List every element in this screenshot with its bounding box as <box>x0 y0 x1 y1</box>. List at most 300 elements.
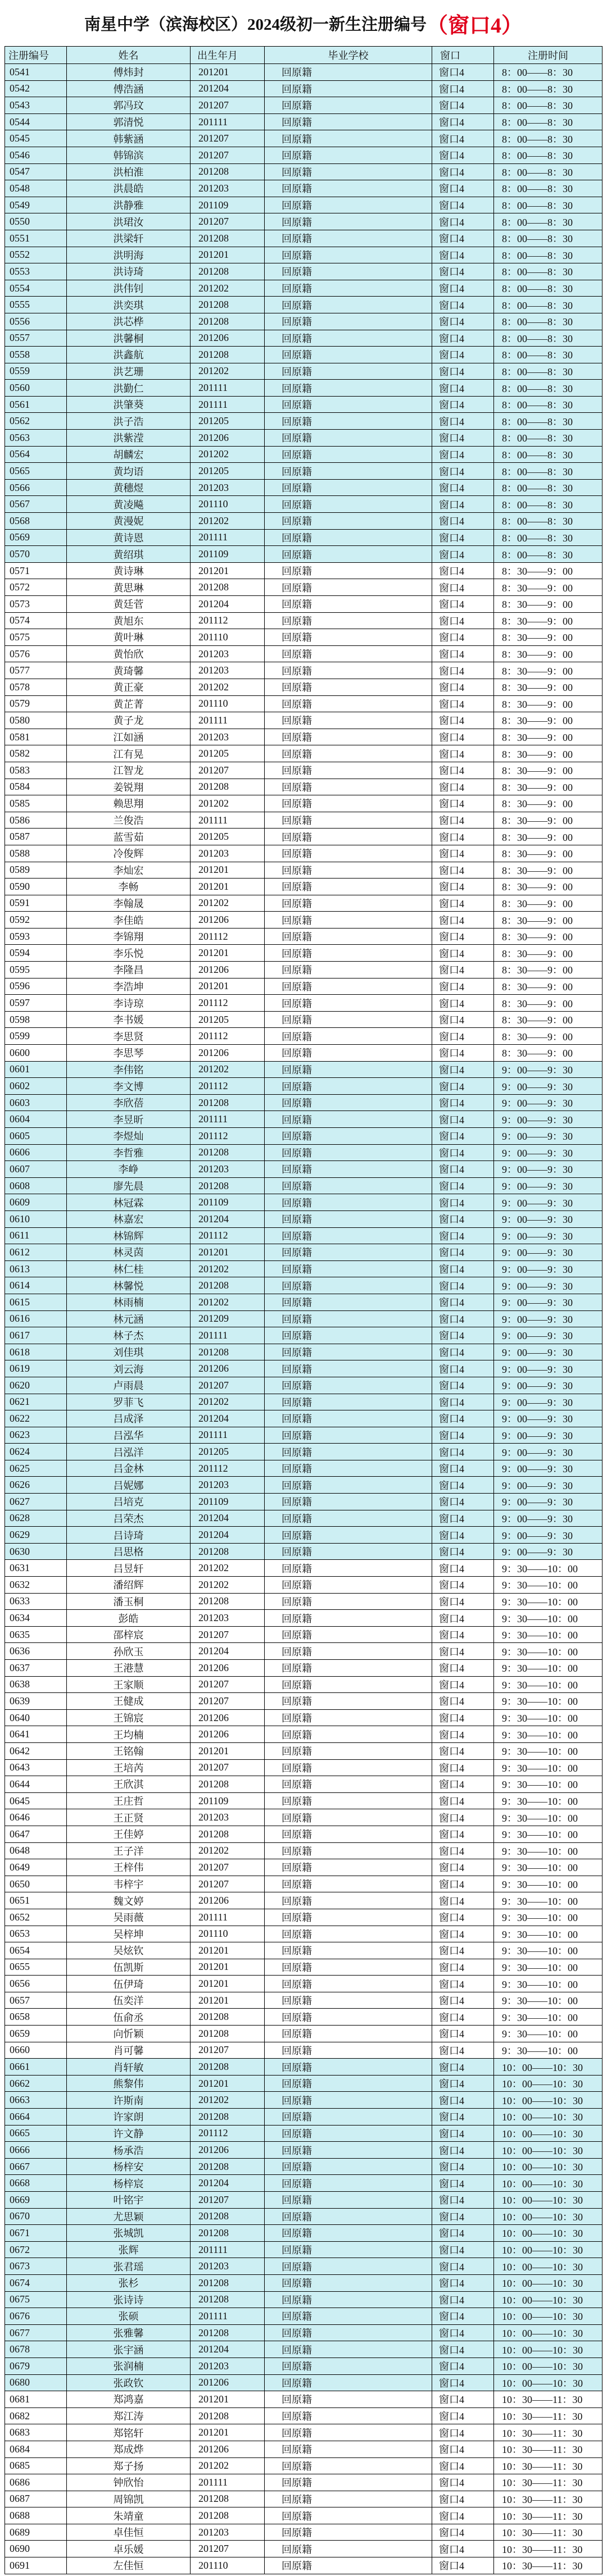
table-row <box>5 2042 602 2059</box>
school-cell: 回原籍 <box>265 679 432 695</box>
time-cell: 10：00——10：30 <box>502 2294 583 2306</box>
name-cell: 李伟铭 <box>67 1062 191 1078</box>
school-cell: 回原籍 <box>265 1560 432 1576</box>
birth-cell: 201201 <box>191 862 265 879</box>
time-cell: 9：30——10：00 <box>502 1995 578 2007</box>
name-cell: 杨承浩 <box>67 2142 191 2158</box>
name-cell: 潘绍辉 <box>67 1577 191 1593</box>
table-row <box>5 1277 602 1294</box>
window-cell: 窗口4 <box>432 213 494 230</box>
school-cell: 回原籍 <box>265 995 432 1011</box>
window-cell: 窗口4 <box>432 2159 494 2175</box>
table-row <box>5 662 602 679</box>
name-cell: 洪梁轩 <box>67 230 191 247</box>
birth-cell: 201208 <box>191 164 265 180</box>
time-cell: 9：00——9：30 <box>502 1313 573 1325</box>
table-row <box>5 2258 602 2275</box>
name-cell: 郑江涛 <box>67 2408 191 2424</box>
name-cell: 杨梓安 <box>67 2159 191 2175</box>
window-cell: 窗口4 <box>432 2557 494 2574</box>
window-cell: 窗口4 <box>432 1045 494 1061</box>
birth-cell: 201204 <box>191 1510 265 1527</box>
time-cell: 9：30——10：00 <box>502 1563 578 1574</box>
table-row <box>5 1161 602 1178</box>
window-cell: 窗口4 <box>432 1062 494 1078</box>
table-row <box>5 1028 602 1045</box>
reg-id-cell: 0561 <box>5 397 67 413</box>
name-cell: 钟欣怡 <box>67 2474 191 2491</box>
school-cell: 回原籍 <box>265 213 432 230</box>
school-cell: 回原籍 <box>265 1859 432 1876</box>
window-cell: 窗口4 <box>432 513 494 529</box>
reg-id-cell: 0589 <box>5 862 67 879</box>
reg-id-cell: 0666 <box>5 2142 67 2158</box>
birth-cell: 201204 <box>191 2341 265 2357</box>
window-cell: 窗口4 <box>432 1344 494 1360</box>
reg-id-cell: 0660 <box>5 2042 67 2059</box>
school-cell: 回原籍 <box>265 1627 432 1643</box>
time-cell: 10：00——10：30 <box>502 2344 583 2356</box>
birth-cell: 201203 <box>191 1477 265 1493</box>
school-cell: 回原籍 <box>265 2159 432 2175</box>
school-cell: 回原籍 <box>265 978 432 995</box>
window-cell: 窗口4 <box>432 1992 494 2009</box>
reg-id-cell: 0603 <box>5 1095 67 1111</box>
name-cell: 蓝雪茹 <box>67 829 191 845</box>
window-cell: 窗口4 <box>432 712 494 729</box>
birth-cell: 201110 <box>191 496 265 512</box>
reg-id-cell: 0552 <box>5 247 67 263</box>
name-cell: 李翰晟 <box>67 895 191 912</box>
school-cell: 回原籍 <box>265 1976 432 1992</box>
name-cell: 伍凯斯 <box>67 1959 191 1976</box>
school-cell: 回原籍 <box>265 2225 432 2241</box>
name-cell: 李文博 <box>67 1078 191 1094</box>
window-cell: 窗口4 <box>432 2308 494 2324</box>
birth-cell: 201202 <box>191 280 265 297</box>
school-cell: 回原籍 <box>265 1028 432 1044</box>
name-cell: 李佳皓 <box>67 912 191 928</box>
time-cell: 10：30——11：30 <box>502 2493 583 2505</box>
reg-id-cell: 0677 <box>5 2325 67 2341</box>
school-cell: 回原籍 <box>265 2175 432 2191</box>
window-cell: 窗口4 <box>432 812 494 829</box>
time-cell: 9：30——10：00 <box>502 1978 578 1990</box>
school-cell: 回原籍 <box>265 1360 432 1377</box>
window-cell: 窗口4 <box>432 2541 494 2557</box>
table-row <box>5 2126 602 2142</box>
time-cell: 10：00——10：30 <box>502 2377 583 2389</box>
reg-id-cell: 0563 <box>5 430 67 446</box>
birth-cell: 201207 <box>191 762 265 779</box>
table-row <box>5 2391 602 2408</box>
time-cell: 8：00——8：30 <box>502 150 573 162</box>
reg-id-cell: 0615 <box>5 1294 67 1310</box>
school-cell: 回原籍 <box>265 1710 432 1726</box>
time-cell: 8：30——9：00 <box>502 1048 573 1059</box>
reg-id-cell: 0649 <box>5 1859 67 1876</box>
birth-cell: 201208 <box>191 2325 265 2341</box>
name-cell: 李诗琼 <box>67 995 191 1011</box>
table-row <box>5 1577 602 1594</box>
name-cell: 吕荣杰 <box>67 1510 191 1527</box>
window-cell: 窗口4 <box>432 845 494 862</box>
reg-id-cell: 0596 <box>5 978 67 995</box>
window-cell: 窗口4 <box>432 563 494 579</box>
birth-cell: 201202 <box>191 1560 265 1576</box>
time-cell: 8：00——8：30 <box>502 67 573 79</box>
window-cell: 窗口4 <box>432 978 494 995</box>
name-cell: 林子杰 <box>67 1327 191 1344</box>
table-row <box>5 1045 602 1062</box>
school-cell: 回原籍 <box>265 1145 432 1161</box>
time-cell: 8：00——8：30 <box>502 133 573 145</box>
birth-cell: 201206 <box>191 330 265 347</box>
name-cell: 孙欣玉 <box>67 1643 191 1659</box>
time-cell: 9：00——9：30 <box>502 1147 573 1159</box>
table-row <box>5 613 602 630</box>
time-cell: 8：30——9：00 <box>502 1031 573 1043</box>
birth-cell: 201206 <box>191 912 265 928</box>
table-row <box>5 2242 602 2259</box>
school-cell: 回原籍 <box>265 2258 432 2274</box>
name-cell: 洪柏淮 <box>67 164 191 180</box>
time-cell: 8：00——8：30 <box>502 299 573 311</box>
name-cell: 洪艺珊 <box>67 363 191 380</box>
time-cell: 9：00——9：30 <box>502 1098 573 1109</box>
table-row <box>5 1992 602 2009</box>
reg-id-cell: 0584 <box>5 779 67 795</box>
reg-id-cell: 0645 <box>5 1793 67 1809</box>
window-cell: 窗口4 <box>432 1776 494 1792</box>
name-cell: 彭皓 <box>67 1610 191 1626</box>
time-cell: 10：00——10：30 <box>502 2061 583 2073</box>
name-cell: 李峥 <box>67 1161 191 1177</box>
reg-id-cell: 0629 <box>5 1527 67 1543</box>
time-cell: 8：00——8：30 <box>502 366 573 377</box>
reg-id-cell: 0641 <box>5 1726 67 1742</box>
table-row <box>5 1677 602 1694</box>
name-cell: 吕培克 <box>67 1494 191 1510</box>
window-cell: 窗口4 <box>432 546 494 562</box>
reg-id-cell: 0591 <box>5 895 67 912</box>
reg-id-cell: 0583 <box>5 762 67 779</box>
birth-cell: 201112 <box>191 1078 265 1094</box>
name-cell: 洪珺汝 <box>67 213 191 230</box>
birth-cell: 201111 <box>191 1909 265 1926</box>
school-cell: 回原籍 <box>265 147 432 163</box>
time-cell: 8：00——8：30 <box>502 117 573 129</box>
table-row <box>5 2557 602 2574</box>
birth-cell: 201207 <box>191 1760 265 1776</box>
name-cell: 胡麟宏 <box>67 447 191 463</box>
reg-id-cell: 0652 <box>5 1909 67 1926</box>
name-cell: 黄穗煜 <box>67 480 191 496</box>
name-cell: 廖先晨 <box>67 1178 191 1194</box>
time-cell: 8：30——9：00 <box>502 964 573 976</box>
window-cell: 窗口4 <box>432 330 494 347</box>
name-cell: 郭清悦 <box>67 114 191 130</box>
reg-id-cell: 0558 <box>5 347 67 363</box>
time-cell: 8：00——8：30 <box>502 499 573 511</box>
window-cell: 窗口4 <box>432 280 494 297</box>
header-reg-id: 注册编号 <box>5 47 67 63</box>
school-cell: 回原籍 <box>265 1444 432 1460</box>
table-row <box>5 845 602 862</box>
table-row <box>5 2375 602 2392</box>
school-cell: 回原籍 <box>265 2458 432 2474</box>
birth-cell: 201201 <box>191 1976 265 1992</box>
time-cell: 10：30——11：30 <box>502 2527 583 2539</box>
school-cell: 回原籍 <box>265 1294 432 1310</box>
table-row <box>5 197 602 214</box>
window-cell: 窗口4 <box>432 679 494 695</box>
window-cell: 窗口4 <box>432 696 494 712</box>
table-row <box>5 563 602 580</box>
window-cell: 窗口4 <box>432 1145 494 1161</box>
time-cell: 10：00——10：30 <box>502 2328 583 2340</box>
time-cell: 8：00——8：30 <box>502 549 573 561</box>
reg-id-cell: 0664 <box>5 2109 67 2125</box>
time-cell: 10：00——10：30 <box>502 2211 583 2223</box>
window-cell: 窗口4 <box>432 1544 494 1560</box>
reg-id-cell: 0598 <box>5 1012 67 1028</box>
name-cell: 江智龙 <box>67 762 191 779</box>
school-cell: 回原籍 <box>265 1726 432 1742</box>
birth-cell: 201111 <box>191 114 265 130</box>
birth-cell: 201203 <box>191 1161 265 1177</box>
header-time: 注册时间 <box>528 50 568 61</box>
reg-id-cell: 0557 <box>5 330 67 347</box>
window-cell: 窗口4 <box>432 1643 494 1659</box>
table-row <box>5 147 602 164</box>
table-body <box>5 64 602 2574</box>
table-row <box>5 2358 602 2375</box>
table-row <box>5 1726 602 1743</box>
table-row <box>5 1776 602 1793</box>
window-cell: 窗口4 <box>432 2375 494 2391</box>
reg-id-cell: 0544 <box>5 114 67 130</box>
school-cell: 回原籍 <box>265 945 432 961</box>
school-cell: 回原籍 <box>265 263 432 280</box>
name-cell: 吕成泽 <box>67 1410 191 1427</box>
time-cell: 8：00——8：30 <box>502 433 573 444</box>
reg-id-cell: 0631 <box>5 1560 67 1576</box>
window-cell: 窗口4 <box>432 729 494 745</box>
time-cell: 9：00——9：30 <box>502 1164 573 1176</box>
birth-cell: 201208 <box>191 1544 265 1560</box>
time-cell: 10：00——10：30 <box>502 2261 583 2273</box>
window-cell: 窗口4 <box>432 1161 494 1177</box>
birth-cell: 201206 <box>191 430 265 446</box>
reg-id-cell: 0668 <box>5 2175 67 2191</box>
window-cell: 窗口4 <box>432 1809 494 1826</box>
school-cell: 回原籍 <box>265 230 432 247</box>
school-cell: 回原籍 <box>265 1128 432 1144</box>
school-cell: 回原籍 <box>265 2441 432 2457</box>
table-row <box>5 2458 602 2475</box>
reg-id-cell: 0609 <box>5 1194 67 1210</box>
time-cell: 9：30——10：00 <box>502 1679 578 1691</box>
school-cell: 回原籍 <box>265 2292 432 2308</box>
time-cell: 9：30——10：00 <box>502 1713 578 1724</box>
school-cell: 回原籍 <box>265 413 432 429</box>
name-cell: 林仁桂 <box>67 1261 191 1277</box>
table-row <box>5 762 602 779</box>
window-cell: 窗口4 <box>432 895 494 912</box>
time-cell: 8：30——9：00 <box>502 649 573 661</box>
table-row <box>5 1876 602 1893</box>
time-cell: 9：30——10：00 <box>502 2011 578 2023</box>
window-cell: 窗口4 <box>432 1793 494 1809</box>
birth-cell: 201203 <box>191 845 265 862</box>
birth-cell: 201109 <box>191 1494 265 1510</box>
reg-id-cell: 0654 <box>5 1942 67 1959</box>
school-cell: 回原籍 <box>265 1012 432 1028</box>
name-cell: 林冠霖 <box>67 1194 191 1210</box>
reg-id-cell: 0676 <box>5 2308 67 2324</box>
reg-id-cell: 0628 <box>5 1510 67 1527</box>
window-cell: 窗口4 <box>432 1194 494 1210</box>
name-cell: 李煜灿 <box>67 1128 191 1144</box>
table-row <box>5 596 602 613</box>
reg-id-cell: 0575 <box>5 629 67 645</box>
window-cell: 窗口4 <box>432 1976 494 1992</box>
window-cell: 窗口4 <box>432 1294 494 1310</box>
time-cell: 9：00——9：30 <box>502 1214 573 1226</box>
reg-id-cell: 0659 <box>5 2026 67 2042</box>
table-row <box>5 1892 602 1909</box>
time-cell: 10：00——10：30 <box>502 2311 583 2323</box>
window-cell: 窗口4 <box>432 2507 494 2524</box>
time-cell: 10：30——11：30 <box>502 2543 583 2555</box>
table-row <box>5 1926 602 1943</box>
school-cell: 回原籍 <box>265 180 432 197</box>
birth-cell: 201110 <box>191 629 265 645</box>
table-row <box>5 1976 602 1992</box>
window-cell: 窗口4 <box>432 1909 494 1926</box>
window-cell: 窗口4 <box>432 2408 494 2424</box>
name-cell: 李思贤 <box>67 1028 191 1044</box>
school-cell: 回原籍 <box>265 2474 432 2491</box>
table-row <box>5 646 602 663</box>
time-cell: 9：00——9：30 <box>502 1463 573 1475</box>
birth-cell: 201208 <box>191 2408 265 2424</box>
birth-cell: 201201 <box>191 2424 265 2441</box>
birth-cell: 201111 <box>191 1111 265 1127</box>
birth-cell: 201208 <box>191 1145 265 1161</box>
time-cell: 10：30——11：30 <box>502 2444 583 2456</box>
window-cell: 窗口4 <box>432 1228 494 1244</box>
window-cell: 窗口4 <box>432 2142 494 2158</box>
table-row <box>5 1544 602 1560</box>
name-cell: 郑子扬 <box>67 2458 191 2474</box>
school-cell: 回原籍 <box>265 646 432 662</box>
name-cell: 黄琦馨 <box>67 662 191 679</box>
table-row <box>5 1178 602 1195</box>
school-cell: 回原籍 <box>265 1510 432 1527</box>
birth-cell: 201206 <box>191 1710 265 1726</box>
birth-cell: 201208 <box>191 2292 265 2308</box>
time-cell: 9：30——10：00 <box>502 1862 578 1874</box>
name-cell: 卓乐媛 <box>67 2541 191 2557</box>
window-cell: 窗口4 <box>432 662 494 679</box>
time-cell: 9：00——9：30 <box>502 1081 573 1093</box>
reg-id-cell: 0568 <box>5 513 67 529</box>
window-cell: 窗口4 <box>432 2242 494 2258</box>
window-cell: 窗口4 <box>432 297 494 313</box>
time-cell: 8：00——8：30 <box>502 216 573 228</box>
reg-id-cell: 0610 <box>5 1211 67 1227</box>
time-cell: 8：00——8：30 <box>502 333 573 344</box>
window-cell: 窗口4 <box>432 230 494 247</box>
birth-cell: 201208 <box>191 1344 265 1360</box>
name-cell: 伍伊琦 <box>67 1976 191 1992</box>
name-cell: 黄绍琪 <box>67 546 191 562</box>
window-cell: 窗口4 <box>432 1892 494 1909</box>
time-cell: 8：30——9：00 <box>502 765 573 777</box>
name-cell: 傅炜封 <box>67 64 191 80</box>
table-row <box>5 1078 602 1095</box>
window-cell: 窗口4 <box>432 829 494 845</box>
reg-id-cell: 0653 <box>5 1926 67 1942</box>
table-row <box>5 1194 602 1211</box>
reg-id-cell: 0684 <box>5 2441 67 2457</box>
window-cell: 窗口4 <box>432 1494 494 1510</box>
name-cell: 李欣蓓 <box>67 1095 191 1111</box>
reg-id-cell: 0580 <box>5 712 67 729</box>
table-row <box>5 1909 602 1926</box>
window-cell: 窗口4 <box>432 2192 494 2208</box>
birth-cell: 201109 <box>191 197 265 213</box>
name-cell: 王佳婷 <box>67 1826 191 1842</box>
birth-cell: 201111 <box>191 380 265 396</box>
reg-id-cell: 0605 <box>5 1128 67 1144</box>
table-row <box>5 929 602 945</box>
table-row <box>5 2076 602 2092</box>
birth-cell: 201112 <box>191 995 265 1011</box>
table-row <box>5 413 602 430</box>
reg-id-cell: 0585 <box>5 795 67 812</box>
school-cell: 回原籍 <box>265 1244 432 1260</box>
school-cell: 回原籍 <box>265 496 432 512</box>
birth-cell: 201112 <box>191 1460 265 1477</box>
reg-id-cell: 0626 <box>5 1477 67 1493</box>
birth-cell: 201202 <box>191 2458 265 2474</box>
school-cell: 回原籍 <box>265 712 432 729</box>
time-cell: 10：00——10：30 <box>502 2361 583 2373</box>
name-cell: 卓佳恒 <box>67 2524 191 2541</box>
birth-cell: 201203 <box>191 1610 265 1626</box>
name-cell: 李思琴 <box>67 1045 191 1061</box>
birth-cell: 201203 <box>191 1809 265 1826</box>
reg-id-cell: 0681 <box>5 2391 67 2407</box>
reg-id-cell: 0550 <box>5 213 67 230</box>
table-row <box>5 2491 602 2508</box>
reg-id-cell: 0670 <box>5 2209 67 2225</box>
time-cell: 8：00——8：30 <box>502 349 573 361</box>
name-cell: 张诗诗 <box>67 2292 191 2308</box>
time-cell: 10：30——11：30 <box>502 2411 583 2423</box>
birth-cell: 201203 <box>191 662 265 679</box>
school-cell: 回原籍 <box>265 745 432 762</box>
birth-cell: 201201 <box>191 1942 265 1959</box>
birth-cell: 201201 <box>191 1959 265 1976</box>
birth-cell: 201207 <box>191 1876 265 1892</box>
birth-cell: 201203 <box>191 729 265 745</box>
school-cell: 回原籍 <box>265 862 432 879</box>
table-row <box>5 1494 602 1510</box>
